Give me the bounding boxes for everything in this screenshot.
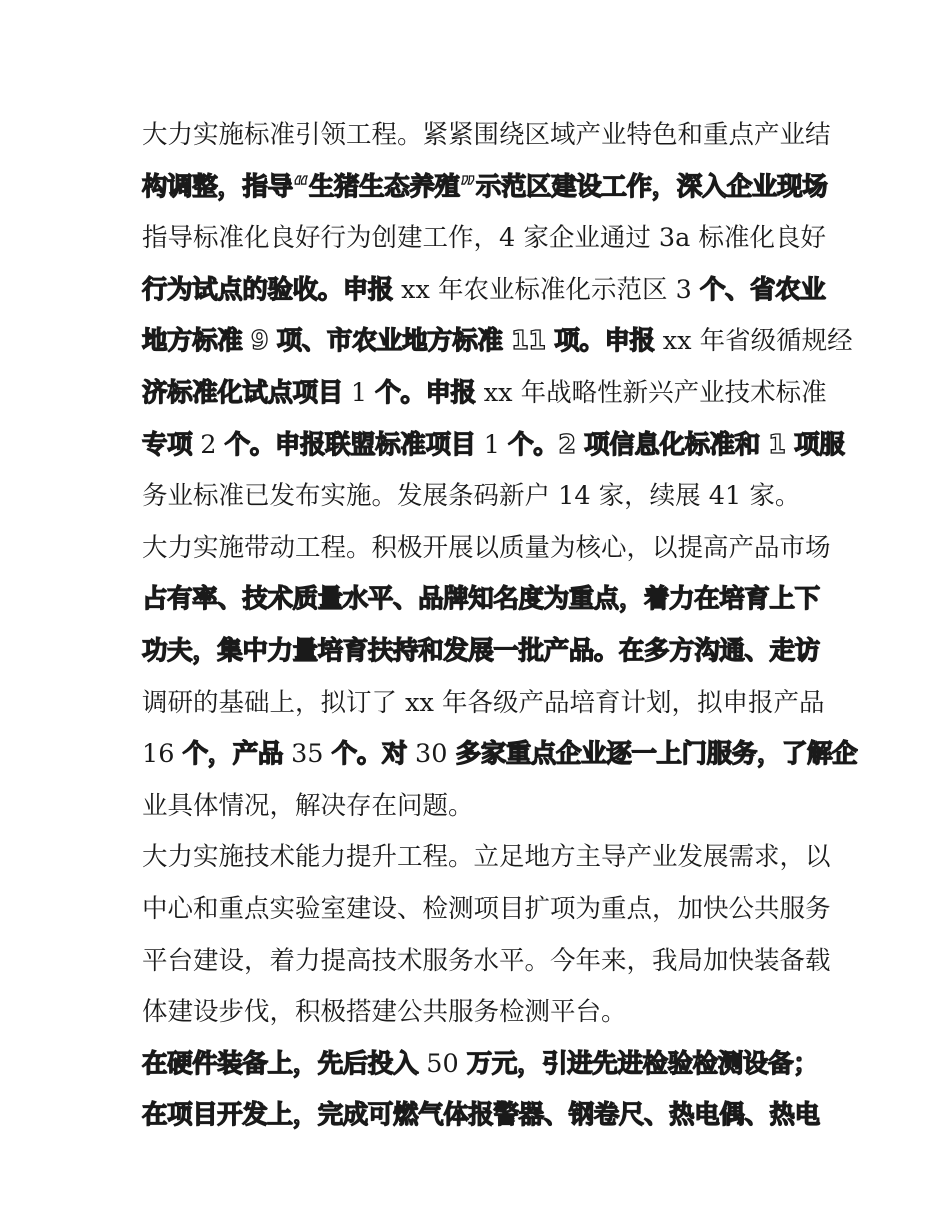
text-line (142, 678, 825, 730)
text-segment: 大力实施带动工程。积极开展以质量为核心，以提高产品市场 (142, 532, 831, 563)
text-line (142, 110, 831, 162)
outlined-text-segment: 地方标准 9 项、市农业地方标准 11 项。申报 (142, 326, 655, 357)
text-line (142, 729, 858, 781)
text-segment: 30 (406, 739, 456, 770)
text-line (142, 420, 845, 472)
text-line (142, 162, 828, 214)
text-segment: 大力实施标准引领工程。紧紧围绕区域产业特色和重点产业结 (142, 120, 831, 150)
text-segment: 调研的基础上，拟订了 xx 年各级产品培育计划，拟申报产品 (142, 687, 825, 718)
text-line (142, 316, 853, 368)
text-segment: 业具体情况，解决存在问题。 (142, 790, 474, 821)
text-line (142, 213, 826, 265)
text-segment: xx 年省级循规经 (654, 326, 853, 357)
text-segment: 务业标准已发布实施。发展条码新户 14 家，续展 41 家。 (142, 481, 801, 512)
text-line (142, 1039, 822, 1091)
text-segment: 1 (475, 429, 509, 460)
text-segment: 16 (142, 739, 183, 770)
outlined-text-segment: 个、省农业 (699, 274, 826, 305)
text-line (142, 574, 822, 626)
text-segment: 中心和重点实验室建设、检测项目扩项为重点，加快公共服务 (142, 893, 831, 924)
outlined-text-segment: 功夫，集中力量培育扶持和发展一批产品。在多方沟通、走访 (142, 635, 820, 666)
text-line (142, 265, 826, 317)
outlined-text-segment: 万元，引进先进检验检测设备； (466, 1048, 819, 1079)
text-segment: 1 (342, 377, 376, 408)
outlined-text-segment: 占有率、技术质量水平、品牌知名度为重点，着力在培育上下 (142, 584, 820, 615)
text-line (142, 471, 822, 523)
text-segment: 50 (418, 1048, 467, 1079)
body-text (142, 110, 858, 1142)
text-segment: 指导标准化良好行为创建工作，4 家企业通过 3a 标准化良好 (142, 223, 826, 254)
text-segment: 体建设步伐，积极搭建公共服务检测平台。 (142, 997, 627, 1028)
outlined-text-segment: 在硬件装备上，先后投入 (142, 1048, 419, 1079)
outlined-text-segment: 专项 (142, 429, 193, 460)
outlined-text-segment: 个。申报 (375, 377, 476, 408)
outlined-text-segment: 行为试点的验收。申报 (142, 274, 394, 305)
outlined-text-segment: 个。2 项信息化标准和 1 项服 (508, 429, 845, 460)
text-line (142, 832, 831, 884)
text-line (142, 987, 822, 1039)
text-line (142, 523, 831, 575)
text-line (142, 936, 831, 988)
outlined-text-segment: 个，产品 (182, 739, 283, 770)
outlined-text-segment: 在项目开发上，完成可燃气体报警器、钢卷尺、热电偶、热电 (142, 1100, 820, 1131)
outlined-text-segment: 济标准化试点项目 (142, 377, 343, 408)
text-line (142, 781, 822, 833)
outlined-text-segment: 构调整，指导“生猪生态养殖”示范区建设工作，深入企业现场 (142, 171, 828, 202)
text-segment: 2 (192, 429, 225, 460)
text-line (142, 626, 822, 678)
text-segment: 35 (282, 739, 332, 770)
text-line (142, 884, 831, 936)
outlined-text-segment: 个。对 (331, 739, 407, 770)
text-line (142, 1090, 822, 1142)
text-segment: 大力实施技术能力提升工程。立足地方主导产业发展需求，以 (142, 842, 831, 873)
text-segment: xx 年农业标准化示范区 3 (393, 274, 700, 305)
outlined-text-segment: 多家重点企业逐一上门服务，了解企 (455, 739, 858, 770)
text-segment: xx 年战略性新兴产业技术标准 (475, 377, 827, 408)
text-line (142, 368, 827, 420)
text-segment: 平台建设，着力提高技术服务水平。今年来，我局加快装备载 (142, 945, 831, 976)
outlined-text-segment: 个。申报联盟标准项目 (224, 429, 476, 460)
